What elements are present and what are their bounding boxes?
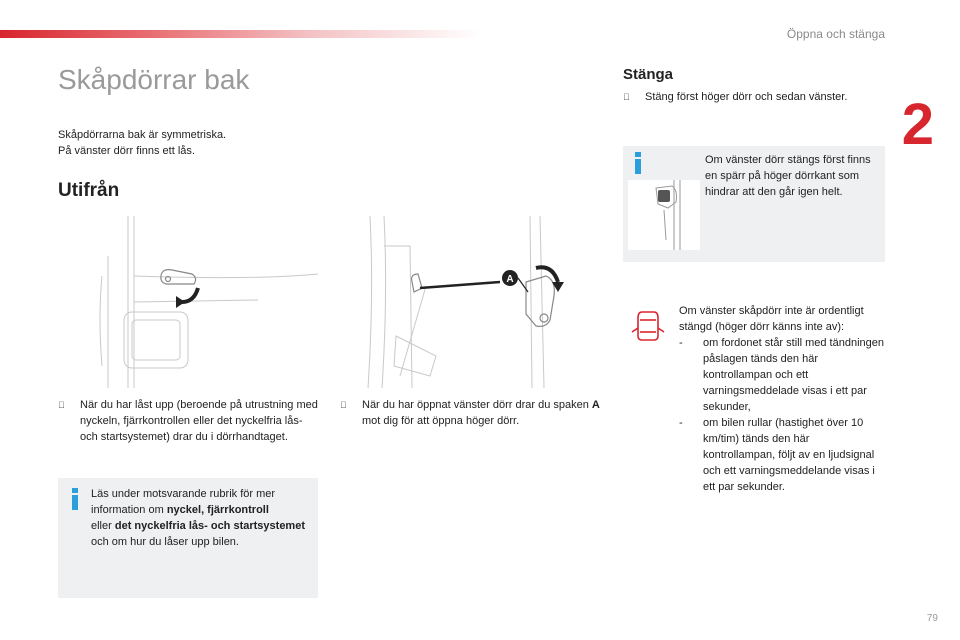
info-text-keyless-system: det nyckelfria lås- och startsystemet — [114, 520, 305, 532]
bullet-arrow-icon — [623, 89, 630, 105]
warning-dash: - — [679, 337, 683, 349]
illustration-lever-a — [340, 216, 600, 388]
info-box-latch-text: Om vänster dörr stängs först finns en spärr på höger dörrkant som hindrar att den går igen helt. — [705, 154, 871, 198]
header-accent-bar — [0, 30, 480, 38]
door-open-warning-icon — [630, 308, 666, 344]
info-text-part-1: Läs under motsvarande rubrik för mer information om — [91, 488, 276, 516]
door-handle-drawing — [58, 216, 318, 388]
bullet-unlock-handle — [58, 397, 320, 445]
chapter-number: 2 — [901, 92, 934, 157]
info-text-part-3: och om hur du låser upp bilen. — [91, 536, 239, 548]
door-open-warning-drawing — [630, 308, 666, 344]
warning-item-text: om bilen rullar (hastighet över 10 km/tim) tänds den här kontrollampan, följt av en ljudsignal och ett varningsmeddelande visas i ett par sekunder. — [703, 417, 875, 493]
intro-line-2: På vänster dörr finns ett lås. — [58, 145, 195, 157]
page-number: 79 — [926, 613, 938, 624]
info-box-latch — [623, 146, 885, 262]
warning-dash: - — [679, 417, 683, 429]
bullet-lever-text-pre: När du har öppnat vänster dörr drar du spaken — [362, 399, 589, 411]
warning-item-text: om fordonet står still med tändningen påslagen tänds den här kontrollampan och ett varningsmeddelade visas i ett par sekunder, — [703, 337, 884, 413]
warning-item — [679, 335, 884, 415]
info-text-part-2: eller — [91, 520, 112, 532]
bullet-unlock-text: När du har låst upp (beroende på utrustning med nyckeln, fjärrkontrollen eller det nyckelfria lås- och startsystemet) drar du i dörrhandtaget. — [80, 399, 318, 443]
illustration-door-handle — [58, 216, 318, 388]
info-icon — [635, 152, 641, 174]
callout-label-a: A — [506, 274, 514, 285]
info-box-see-also — [58, 478, 318, 598]
bullet-arrow-icon — [58, 397, 65, 413]
latch-illustration — [628, 180, 700, 250]
bullet-arrow-icon — [340, 397, 347, 413]
bullet-lever-text-bold: A — [591, 399, 600, 411]
bullet-close-order — [623, 89, 893, 105]
warning-item — [679, 415, 884, 495]
section-heading-close: Stänga — [623, 66, 674, 83]
latch-drawing — [628, 180, 700, 250]
info-icon — [72, 488, 78, 510]
page-title: Skåpdörrar bak — [58, 64, 250, 95]
bullet-lever-text — [340, 397, 602, 429]
bullet-lever-a — [340, 397, 602, 429]
bullet-close-text: Stäng först höger dörr och sedan vänster. — [645, 91, 848, 103]
bullet-lever-text-post: mot dig för att öppna höger dörr. — [362, 415, 520, 427]
info-text-key-remote: nyckel, fjärrkontroll — [166, 504, 269, 516]
section-heading-outside: Utifrån — [58, 180, 120, 201]
chapter-title: Öppna och stänga — [786, 27, 885, 41]
intro-text — [58, 127, 226, 159]
warning-text — [679, 303, 884, 495]
lever-a-drawing — [340, 216, 600, 388]
info-box-see-also-text — [91, 486, 313, 550]
intro-line-1: Skåpdörrarna bak är symmetriska. — [58, 129, 227, 141]
warning-intro: Om vänster skåpdörr inte är ordentligt stängd (höger dörr känns inte av): — [679, 305, 864, 333]
